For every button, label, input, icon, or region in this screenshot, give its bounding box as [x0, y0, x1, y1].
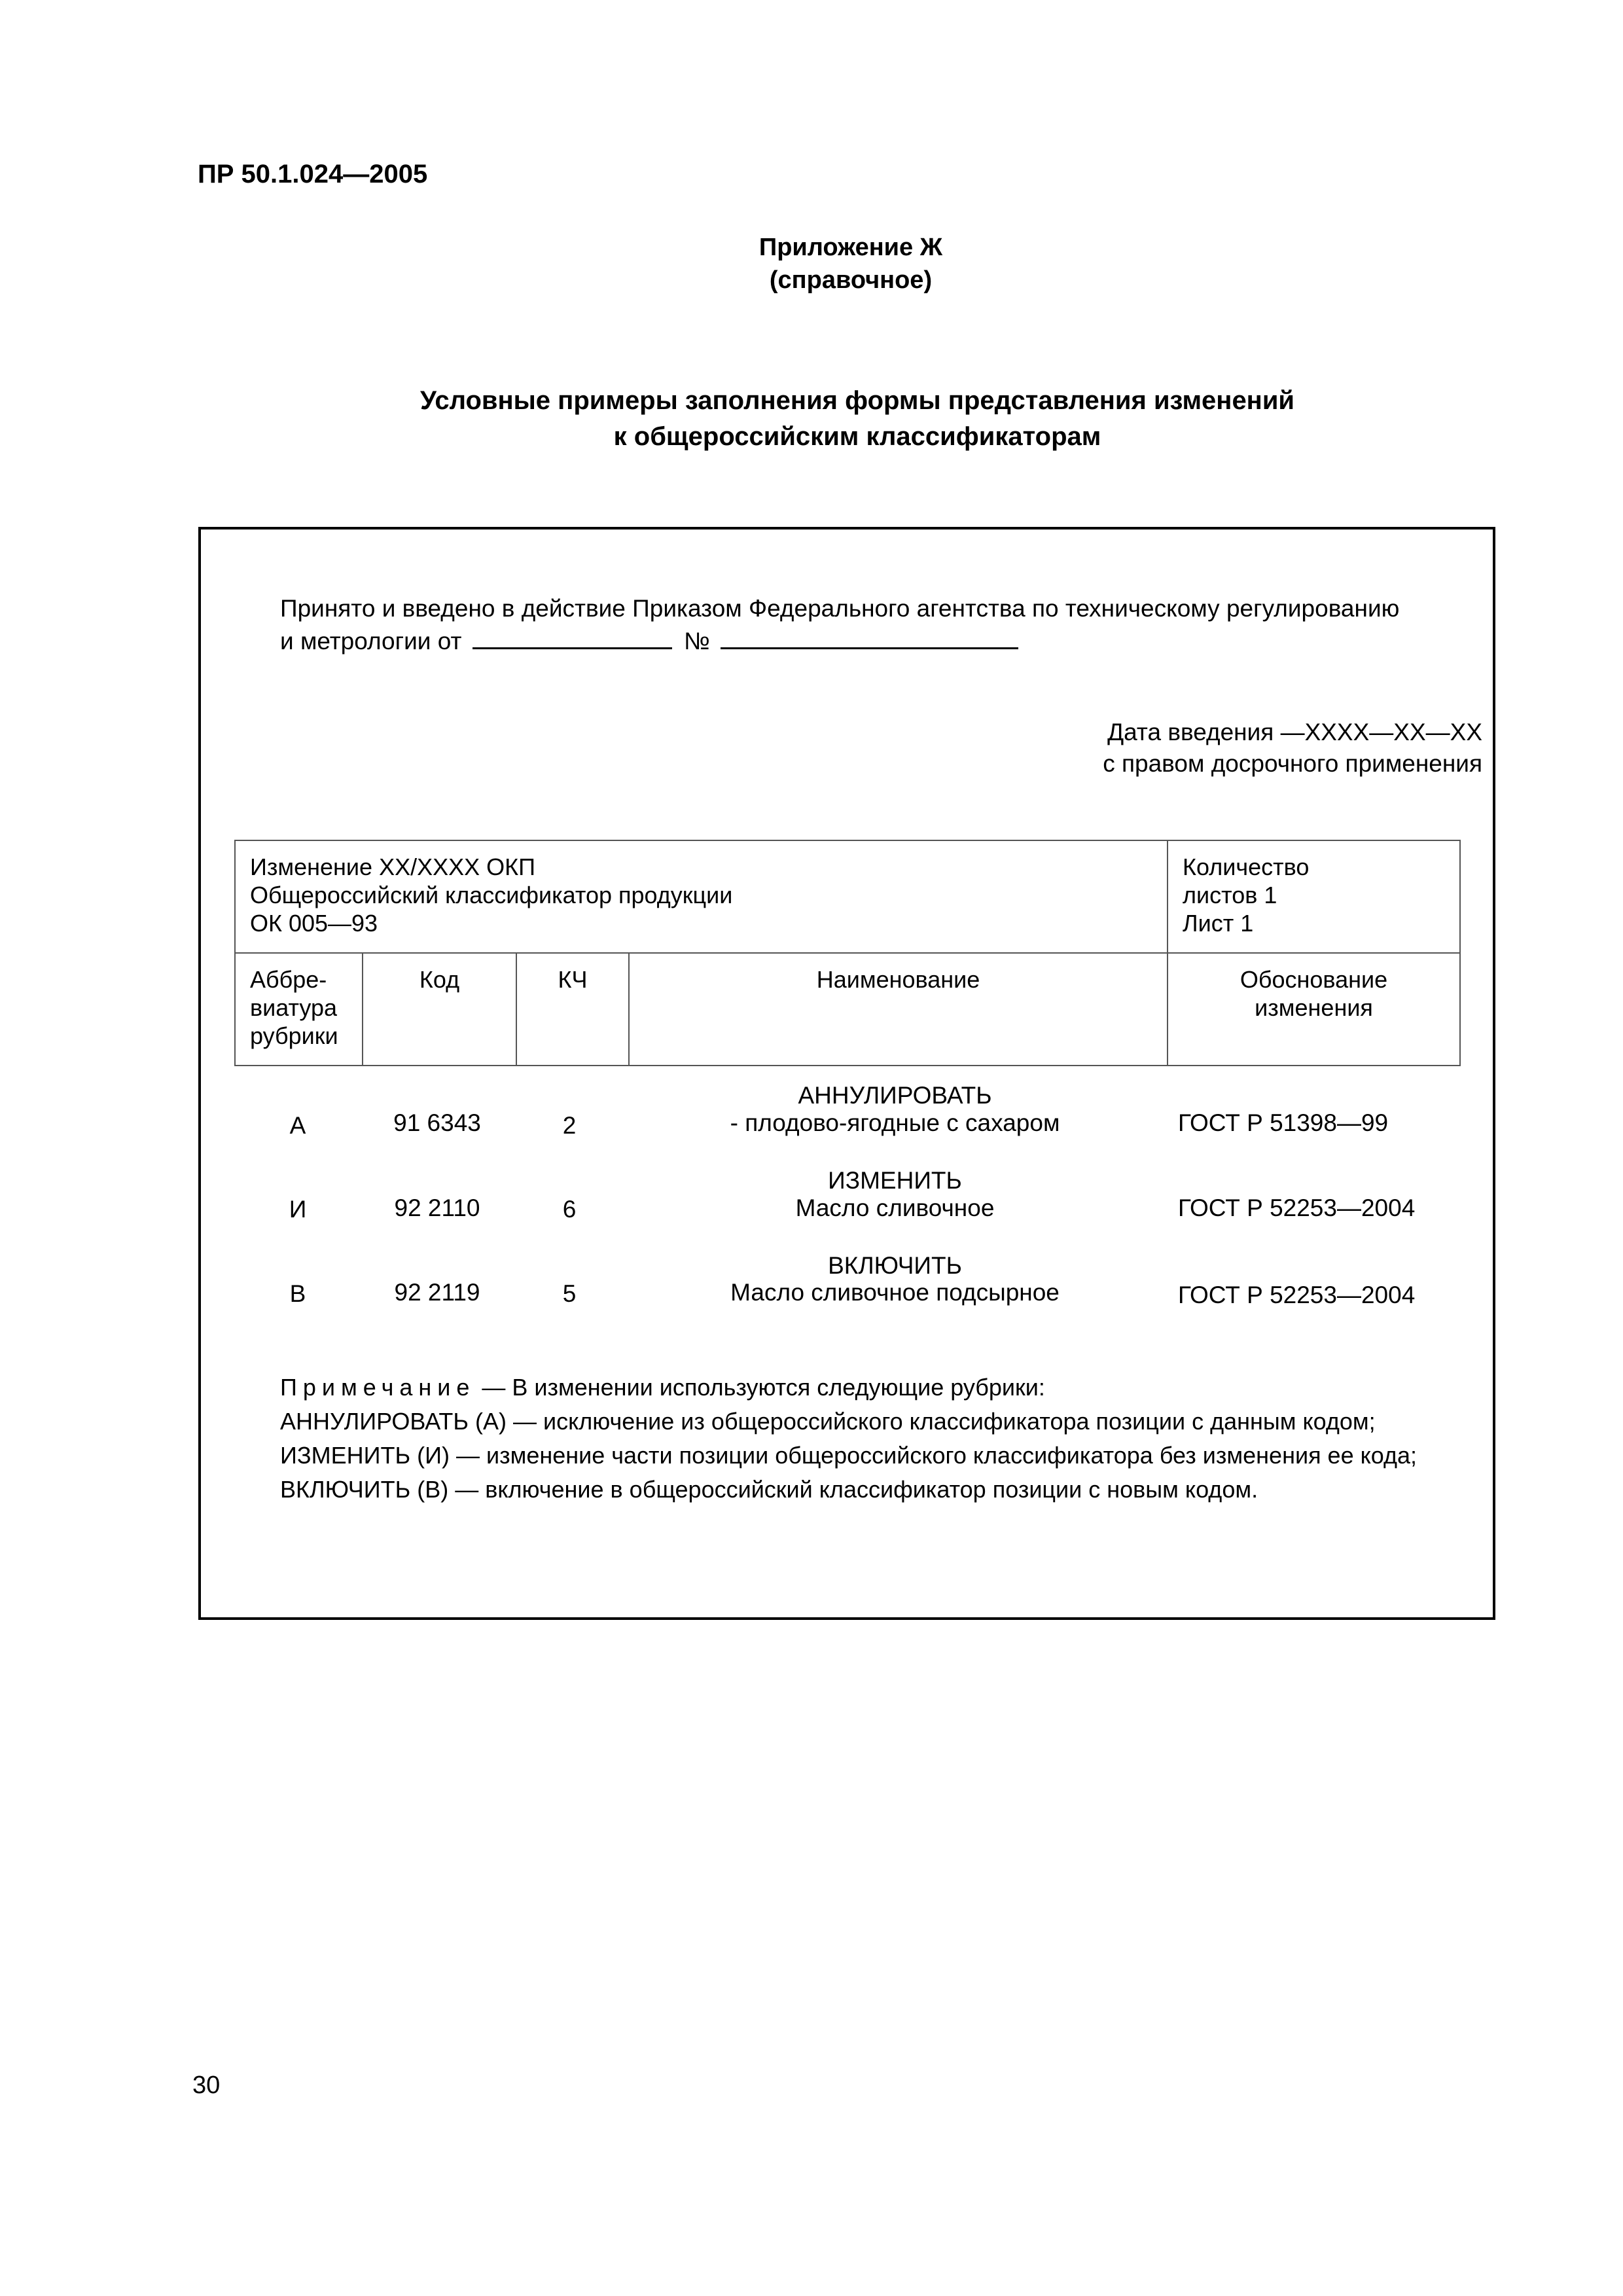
number-sign: № — [684, 628, 710, 655]
appendix-type: (справочное) — [769, 266, 933, 294]
row1-abbr: А — [289, 1112, 306, 1139]
col-abbr-line3: рубрики — [250, 1022, 338, 1049]
sheet-number: Лист 1 — [1183, 910, 1254, 937]
date-blank — [473, 628, 672, 649]
col-reason-line2: изменения — [1255, 994, 1373, 1021]
row3-code: 92 2119 — [394, 1279, 480, 1306]
adopted-line1: Принято и введено в действие Приказом Федерального агентства по техническому регулированию — [280, 595, 1400, 622]
change-number: Изменение XX/XXXX ОКП — [250, 853, 535, 880]
row3-name: Масло сливочное подсырное — [730, 1279, 1060, 1306]
col-abbr-line1: Аббре- — [250, 966, 327, 993]
note-line3: ВКЛЮЧИТЬ (В) — включение в общероссийский классификатор позиции с новым кодом. — [280, 1476, 1258, 1503]
note-heading — [280, 1371, 1045, 1405]
col-code-header: Код — [363, 953, 516, 1066]
row2-name: Масло сливочное — [795, 1194, 995, 1221]
row1-reason: ГОСТ Р 51398—99 — [1178, 1109, 1389, 1136]
row1-kc: 2 — [562, 1112, 577, 1139]
change-header-table — [234, 840, 1461, 1066]
effective-date: Дата введения —XXXX—XX—XX — [1107, 719, 1482, 745]
row2-reason: ГОСТ Р 52253—2004 — [1178, 1194, 1416, 1221]
note-label: Примечание — [280, 1374, 476, 1401]
document-code: ПР 50.1.024—2005 — [198, 160, 428, 188]
note-line1: АННУЛИРОВАТЬ (А) — исключение из общероссийского классификатора позиции с данным кодом; — [280, 1408, 1376, 1435]
col-reason-line1: Обоснование — [1240, 966, 1388, 993]
adopted-line2 — [280, 626, 1018, 657]
page-number: 30 — [192, 2072, 221, 2099]
row2-abbr: И — [289, 1196, 307, 1223]
note-line2: ИЗМЕНИТЬ (И) — изменение части позиции общероссийского классификатора без изменения ее кода; — [280, 1442, 1418, 1469]
classifier-code: ОК 005—93 — [250, 910, 378, 937]
sheets-label: Количество — [1183, 853, 1310, 880]
row2-code: 92 2110 — [394, 1194, 480, 1221]
row1-rubric: АННУЛИРОВАТЬ — [798, 1082, 992, 1109]
page-title-line2: к общероссийским классификаторам — [613, 422, 1101, 451]
page-title-line1: Условные примеры заполнения формы представления изменений — [419, 386, 1295, 415]
row3-rubric: ВКЛЮЧИТЬ — [828, 1252, 962, 1279]
change-title-cell — [235, 840, 1168, 953]
row3-abbr: В — [289, 1280, 306, 1307]
col-abbr-header — [235, 953, 363, 1066]
row2-kc: 6 — [562, 1196, 577, 1223]
appendix-label: Приложение Ж — [758, 234, 943, 261]
col-abbr-line2: виатура — [250, 994, 337, 1021]
note-intro: — В изменении используются следующие рубрики: — [475, 1374, 1045, 1401]
col-reason-header — [1168, 953, 1460, 1066]
row1-code: 91 6343 — [393, 1109, 481, 1136]
early-application: с правом досрочного применения — [1103, 750, 1482, 777]
row3-kc: 5 — [562, 1280, 577, 1307]
row2-rubric: ИЗМЕНИТЬ — [828, 1167, 962, 1194]
number-blank — [721, 628, 1018, 649]
adopted-line2-prefix: и метрологии от — [280, 628, 462, 655]
row1-name: - плодово-ягодные с сахаром — [730, 1109, 1060, 1136]
col-name-header: Наименование — [629, 953, 1168, 1066]
classifier-name: Общероссийский классификатор продукции — [250, 882, 733, 908]
sheets-cell — [1168, 840, 1460, 953]
sheets-count: листов 1 — [1183, 882, 1277, 908]
col-kc-header: КЧ — [516, 953, 629, 1066]
row3-reason: ГОСТ Р 52253—2004 — [1178, 1282, 1416, 1308]
